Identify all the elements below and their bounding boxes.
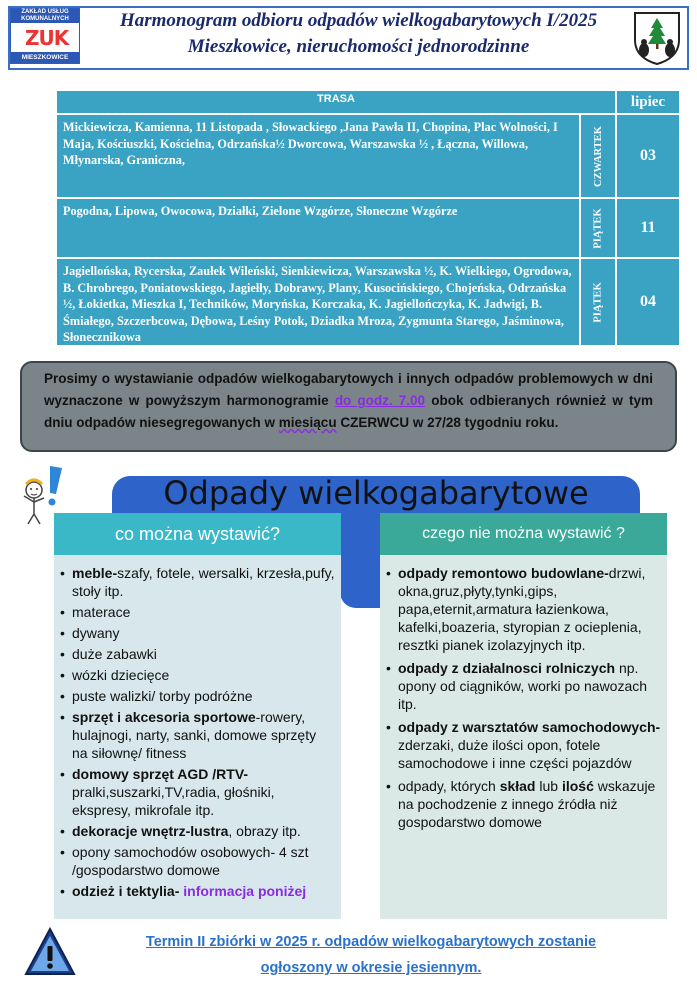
item-bold: odpady remontowo budowlane- (398, 565, 609, 581)
month-header: lipiec (616, 90, 680, 114)
footer-line-2: ogłoszony w okresie jesiennym. (260, 960, 482, 976)
route-day-1 (580, 114, 616, 198)
forbidden-list (386, 564, 662, 836)
list-item (60, 822, 335, 840)
logo-bottom-text: MIESZKOWICE (11, 52, 79, 63)
item-text: pralki,suszarki,TV,radia, głośniki, ekspresy, mikrofale itp. (72, 784, 275, 818)
list-item (60, 843, 335, 879)
route-day-3-label: PIĄTEK (592, 281, 604, 323)
item-text: duże zabawki (72, 646, 157, 662)
item-text: opony samochodów osobowych- 4 szt /gospodarstwo domowe (72, 844, 309, 878)
list-item (60, 687, 335, 705)
list-item (60, 882, 335, 900)
item-text: wózki dziecięce (72, 667, 170, 683)
list-item (60, 708, 335, 762)
item-bold: skład (499, 778, 536, 794)
item-info-link: informacja poniżej (183, 883, 307, 899)
notice-text-3: CZERWCU w 27/28 tygodniu roku. (336, 415, 559, 430)
route-streets-1: Mickiewicza, Kamienna, 11 Listopada , Słowackiego ,Jana Pawła II, Chopina, Plac Wolności, I Maja, Kościuszki, Kościelna, Odrzańska½ Dworcowa, Warszawska ½ , Łączna, Willowa, Młynarska, Graniczna, (56, 114, 580, 198)
item-text: -rowery, hulajnogi, narty, sanki, domowe sprzęty na siłownę/ fitness (72, 709, 317, 761)
item-text: puste walizki/ torby podróżne (72, 688, 253, 704)
item-text: zderzaki, duże ilości opon, fotele samochodowe i inne części pojazdów (398, 737, 632, 771)
route-date-2: 11 (616, 198, 680, 258)
forbidden-header: czego nie można wystawić ? (380, 513, 667, 555)
item-text: szafy, fotele, wersalki, krzesła,pufy, stoły itp. (72, 565, 335, 599)
item-bold: odpady z warsztatów samochodowych- (398, 719, 661, 735)
logo-top-text: ZAKŁAD USŁUG KOMUNALNYCH (11, 9, 79, 23)
item-text: , obrazy itp. (228, 823, 301, 839)
item-bold: domowy sprzęt AGD /RTV- (72, 766, 249, 782)
item-text: odpady, których (398, 778, 500, 794)
allowed-header: co można wystawić? (54, 513, 341, 555)
route-day-2 (580, 198, 616, 258)
list-item (386, 718, 662, 772)
route-day-3 (580, 258, 616, 346)
item-text: lub (535, 778, 562, 794)
item-text: materace (72, 604, 131, 620)
route-day-1-label: CZWARTEK (592, 125, 604, 187)
item-text: dywany (72, 625, 120, 641)
notice-box (20, 361, 677, 452)
notice-month-phrase: miesiącu (278, 415, 337, 430)
town-crest-icon (632, 10, 682, 66)
list-item (60, 765, 335, 819)
page-title: Harmonogram odbioru odpadów wielkogabarytowych I/2025 (119, 10, 598, 31)
main-title: Odpady wielkogabarytowe (163, 474, 589, 512)
list-item (60, 564, 335, 600)
allowed-list (60, 564, 335, 903)
list-item (386, 564, 662, 654)
list-item (386, 659, 662, 713)
notice-text-2: obok odbieranych również w tym dniu odpadów niesegregowanych w (44, 393, 653, 430)
page-subtitle: Mieszkowice, nieruchomości jednorodzinne (187, 36, 530, 57)
list-item (60, 603, 335, 621)
item-bold: ilość (561, 778, 594, 794)
item-bold: dekoracje wnętrz-lustra (72, 823, 229, 839)
item-text: wskazuje na pochodzenie z innego źródła niż gospodarstwo domowe (398, 778, 656, 830)
zuk-logo (10, 8, 80, 64)
route-date-1: 03 (616, 114, 680, 198)
list-item (60, 645, 335, 663)
route-streets-2: Pogodna, Lipowa, Owocowa, Działki, Zielone Wzgórze, Słoneczne Wzgórze (56, 198, 580, 258)
list-item (60, 624, 335, 642)
item-text: np. opony od ciągników, worki po nawozach itp. (398, 660, 648, 712)
item-text: drzwi, okna,gruz,płyty,tynki,gips, papa,eternit,armatura łazienkowa, kafelki,boazeria, styropian z ocieplenia, resztki pianek izolazyjnych itp. (398, 565, 646, 653)
route-header: TRASA (56, 90, 616, 114)
item-bold: odpady z działalnosci rolniczych (398, 660, 616, 676)
item-bold: sprzęt i akcesoria sportowe (72, 709, 256, 725)
item-bold: odzież i tektylia- (72, 883, 180, 899)
route-streets-3: Jagiellońska, Rycerska, Zaułek Wileński, Sienkiewicza, Warszawska ½, K. Wielkiego, Ogrodowa, B. Chrobrego, Poniatowskiego, Jagiełły, Dobrawy, Plany, Kusocińskiego, Chojeńska, Odrzańska ½, Łokietka, Mieszka I, Techników, Moryńska, Korczaka, K. Jagiellończyka, K. Jadwigi, B. Śmiałego, Szczerbcowa, Dębowa, Leśny Potok, Dziadka Mroza, Zygmunta Starego, Jaśminowa, Słonecznikowa (56, 258, 580, 346)
item-bold: meble- (72, 565, 118, 581)
list-item (386, 777, 662, 831)
logo-mark: ZUK (25, 26, 69, 50)
notice-deadline: do godz. 7.00 (334, 393, 426, 408)
footer-line-1: Termin II zbiórki w 2025 r. odpadów wielkogabarytowych zostanie (145, 934, 597, 950)
route-date-3: 04 (616, 258, 680, 346)
route-day-2-label: PIĄTEK (592, 207, 604, 249)
notice-text-1: Prosimy o wystawianie odpadów wielkogabarytowych i innych odpadów problemowych w dni wyznaczone w powyższym harmonogramie (44, 371, 653, 408)
warning-triangle-icon (24, 926, 76, 978)
list-item (60, 666, 335, 684)
